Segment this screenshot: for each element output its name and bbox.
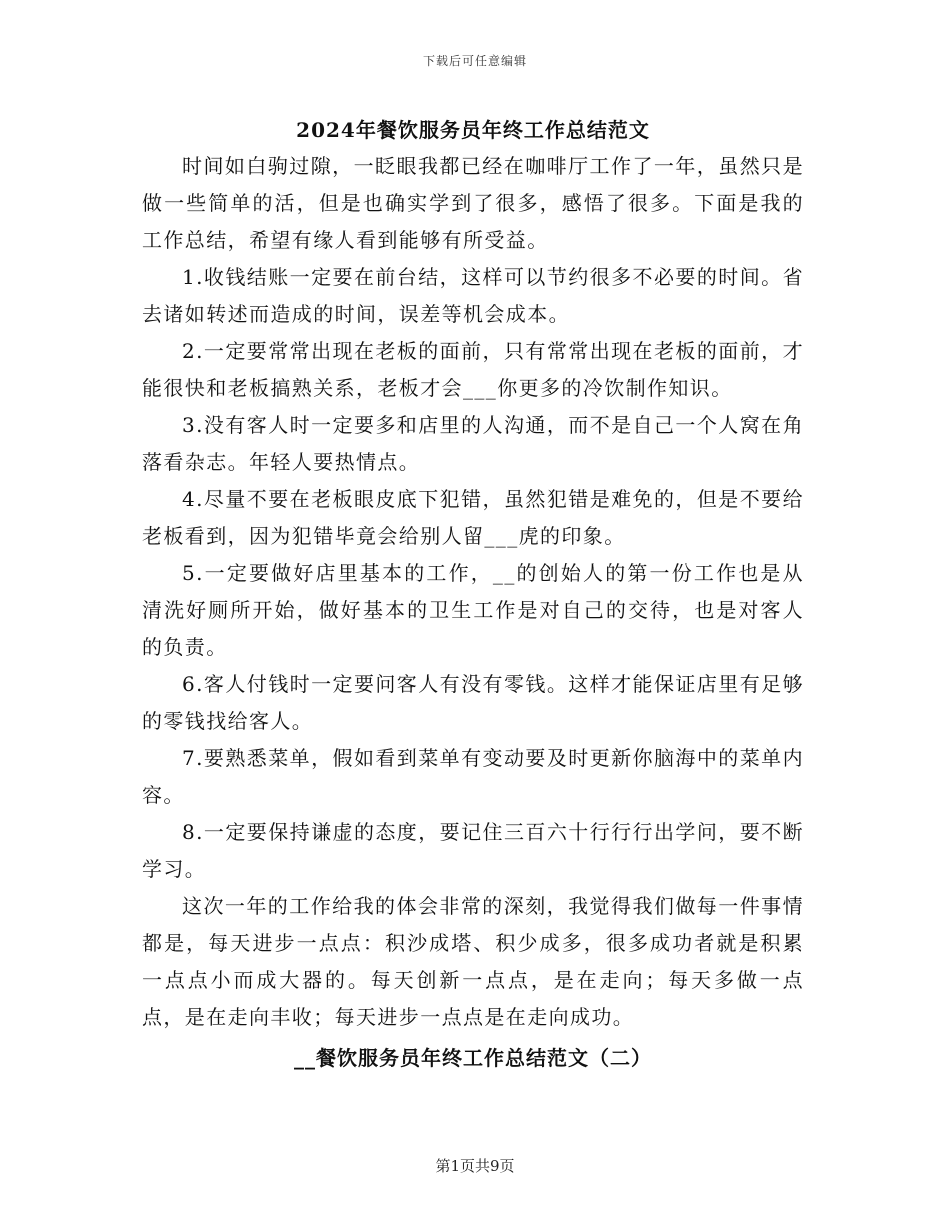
paragraph-item-1: 1.收钱结账一定要在前台结，这样可以节约很多不必要的时间。省去诸如转述而造成的时间，误差等机会成本。 bbox=[142, 265, 804, 326]
section-subtitle: __餐饮服务员年终工作总结范文（二） bbox=[294, 1046, 652, 1070]
paragraph-conclusion: 这次一年的工作给我的体会非常的深刻，我觉得我们做每一件事情都是，每天进步一点点：积沙成塔、积少成多，很多成功者就是积累一点点小而成大器的。每天创新一点点，是在走向；每天多做一点点，是在走向丰收；每天进步一点点是在走向成功。 bbox=[142, 894, 804, 1029]
paragraph-item-4: 4.尽量不要在老板眼皮底下犯错，虽然犯错是难免的，但是不要给老板看到，因为犯错毕竟会给别人留___虎的印象。 bbox=[142, 487, 804, 548]
paragraph-item-5: 5.一定要做好店里基本的工作，__的创始人的第一份工作也是从清洗好厕所开始，做好基本的卫生工作是对自己的交待，也是对客人的负责。 bbox=[142, 561, 804, 659]
paragraph-item-3: 3.没有客人时一定要多和店里的人沟通，而不是自己一个人窝在角落看杂志。年轻人要热情点。 bbox=[142, 413, 804, 474]
paragraph-item-7: 7.要熟悉菜单，假如看到菜单有变动要及时更新你脑海中的菜单内容。 bbox=[142, 746, 804, 807]
paragraph-item-2: 2.一定要常常出现在老板的面前，只有常常出现在老板的面前，才能很快和老板搞熟关系，老板才会___你更多的冷饮制作知识。 bbox=[142, 339, 804, 400]
document-body bbox=[142, 114, 804, 1074]
paragraph-intro: 时间如白驹过隙，一眨眼我都已经在咖啡厅工作了一年，虽然只是做一些简单的活，但是也确实学到了很多，感悟了很多。下面是我的工作总结，希望有缘人看到能够有所受益。 bbox=[142, 154, 804, 252]
page-header-note: 下载后可任意编辑 bbox=[422, 54, 527, 68]
document-title: 2024年餐饮服务员年终工作总结范文 bbox=[296, 118, 650, 142]
page-number: 第1页共9页 bbox=[435, 1157, 515, 1175]
paragraph-item-6: 6.客人付钱时一定要问客人有没有零钱。这样才能保证店里有足够的零钱找给客人。 bbox=[142, 672, 804, 733]
paragraph-item-8: 8.一定要保持谦虚的态度，要记住三百六十行行行出学问，要不断学习。 bbox=[142, 820, 804, 881]
